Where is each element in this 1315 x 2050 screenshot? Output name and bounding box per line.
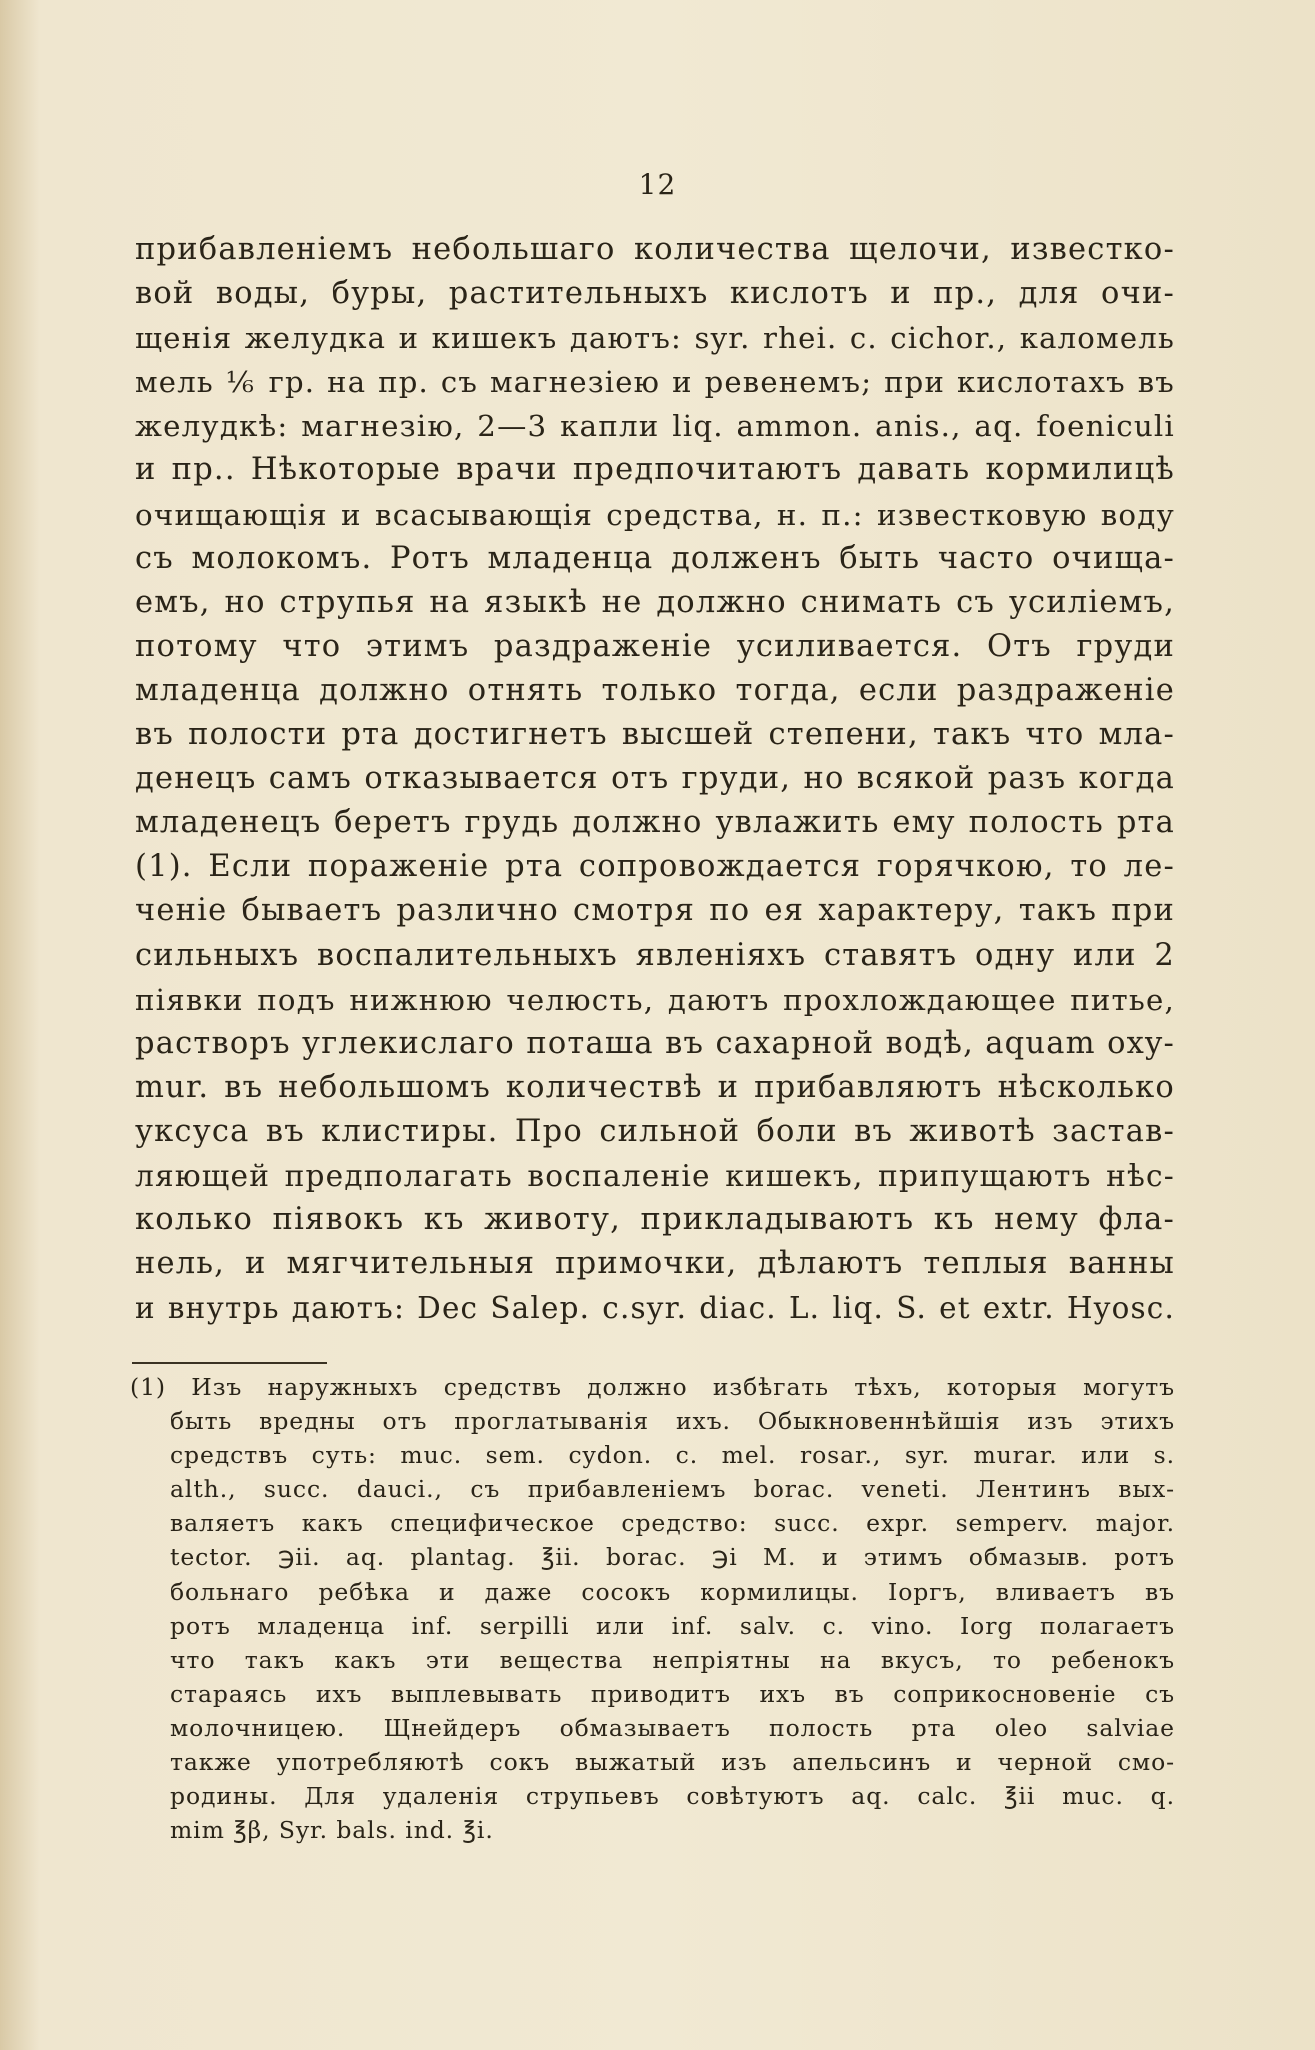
text-line: и внутрь даютъ: Dec Salep. c.syr. diac. L. liq. S. et extr. Hyosc. — [135, 1291, 1175, 1326]
text-line: нель, и мягчительныя примочки, дѣлаютъ теплыя ванны — [135, 1246, 1175, 1282]
text-line: ченіе бываетъ различно смотря по ея характеру, такъ при — [135, 893, 1175, 929]
footnote-line: alth., succ. dauci., съ прибавленіемъ borac. veneti. Лентинъ вых- — [170, 1475, 1175, 1504]
footnote-line: что такъ какъ эти вещества непріятны на вкусъ, то ребенокъ — [170, 1645, 1175, 1674]
text-line: въ полости рта достигнетъ высшей степени, такъ что мла- — [135, 717, 1175, 753]
footnote-line: родины. Для удаленія струпьевъ совѣтуютъ aq. calc. ℥ii muc. q. — [170, 1782, 1175, 1811]
footnote-line: больнаго ребѣка и даже сосокъ кормилицы. Іоргъ, вливаетъ въ — [170, 1577, 1175, 1606]
main-text — [135, 228, 1175, 1330]
text-line: очищающія и всасывающія средства, н. п.: известковую воду — [135, 497, 1175, 532]
text-line: піявки подъ нижнюю челюсть, даютъ прохлождающее питье, — [135, 982, 1175, 1017]
footnote-line: стараясь ихъ выплевывать приводитъ ихъ въ соприкосновеніе съ — [170, 1679, 1175, 1708]
footnote-line: tector. ℈ii. aq. plantag. ℥ii. borac. ℈i M. и этимъ обмазыв. ротъ — [170, 1543, 1175, 1572]
footnote-line: mim ℥β, Syr. bals. ind. ℥i. — [170, 1816, 494, 1845]
footnote-line: молочницею. Щнейдеръ обмазываетъ полость рта oleo salviae — [170, 1713, 1175, 1742]
text-line: растворъ углекислаго поташа въ сахарной водѣ, aquam oxy- — [135, 1025, 1175, 1061]
text-line: мель ⅙ гр. на пр. съ магнезіею и ревенемъ; при кислотахъ въ — [135, 365, 1175, 400]
footnote-divider — [132, 1362, 327, 1364]
page-number: 12 — [638, 168, 677, 201]
footnote-line: быть вредны отъ проглатыванія ихъ. Обыкновеннѣйшія изъ этихъ — [170, 1407, 1175, 1436]
text-line: mur. въ небольшомъ количествѣ и прибавляютъ нѣсколько — [135, 1069, 1175, 1105]
footnote-line: также употребляютѣ сокъ выжатый изъ апельсинъ и черной смо- — [170, 1748, 1175, 1777]
text-line: уксуса въ клистиры. Про сильной боли въ животѣ застав- — [135, 1113, 1175, 1149]
text-line: прибавленіемъ небольшаго количества щелочи, известко- — [135, 232, 1175, 267]
footnote — [130, 1370, 1175, 1847]
text-line: (1). Если пораженіе рта сопровождается горячкою, то ле- — [135, 849, 1175, 885]
text-line: колько піявокъ къ животу, прикладываютъ къ нему фла- — [135, 1202, 1175, 1238]
text-line: желудкѣ: магнезію, 2—3 капли liq. ammon. anis., aq. foeniculi — [135, 409, 1175, 444]
text-line: младенца должно отнять только тогда, если раздраженіе — [135, 672, 1175, 708]
text-line: сильныхъ воспалительныхъ явленіяхъ ставятъ одну или 2 — [135, 937, 1175, 973]
text-line: вой воды, буры, растительныхъ кислотъ и пр., для очи- — [135, 276, 1175, 312]
text-line: потому что этимъ раздраженіе усиливается. Отъ груди — [135, 628, 1175, 664]
text-line: щенія желудка и кишекъ даютъ: syr. rhei. c. cichor., каломель — [135, 321, 1175, 356]
text-line: ляющей предполагать воспаленіе кишекъ, припущаютъ нѣс- — [135, 1158, 1175, 1193]
footnote-line: (1) Изъ наружныхъ средствъ должно избѣгать тѣхъ, которыя могутъ — [130, 1373, 1175, 1401]
text-line: съ молокомъ. Ротъ младенца долженъ быть часто очища- — [135, 540, 1175, 576]
text-line: младенецъ беретъ грудь должно увлажить ему полость рта — [135, 805, 1175, 841]
text-line: денецъ самъ отказывается отъ груди, но всякой разъ когда — [135, 761, 1175, 797]
text-line: и пр.. Нѣкоторые врачи предпочитаютъ давать кормилицѣ — [135, 452, 1175, 488]
text-line: емъ, но струпья на языкѣ не должно снимать съ усиліемъ, — [135, 584, 1175, 620]
footnote-line: ротъ младенца inf. serpilli или inf. salv. c. vino. Iorg полагаетъ — [170, 1611, 1175, 1640]
footnote-line: валяетъ какъ специфическое средство: succ. expr. semperv. major. — [170, 1509, 1175, 1538]
footnote-line: средствъ суть: muc. sem. cydon. c. mel. rosar., syr. murar. или s. — [170, 1441, 1175, 1470]
